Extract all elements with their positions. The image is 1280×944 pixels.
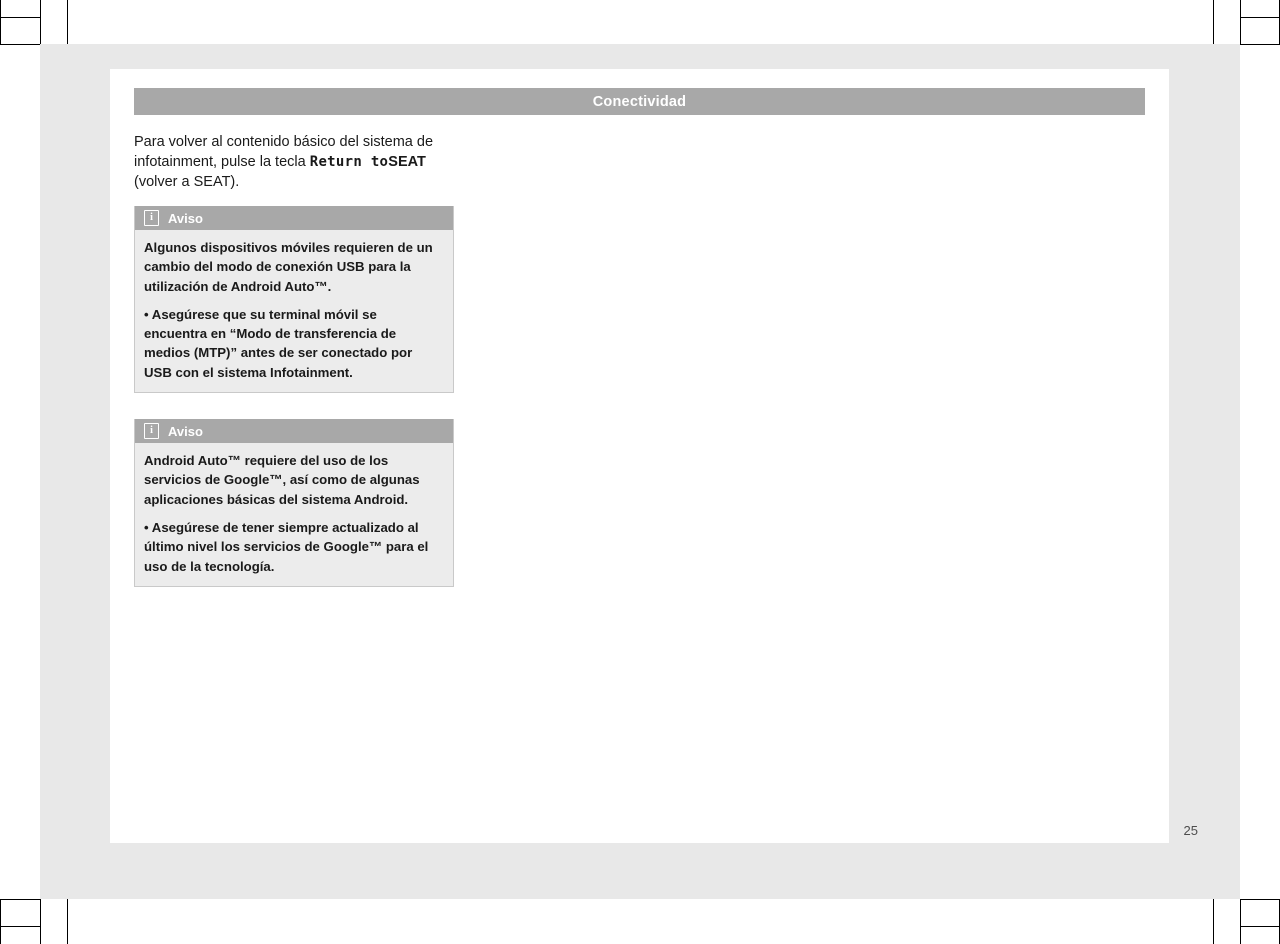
- chapter-header: [134, 88, 1145, 115]
- notice-header-1: [135, 206, 453, 230]
- info-icon: i: [144, 210, 159, 226]
- key-return-to: Return to: [309, 154, 389, 170]
- notice-body-2: [135, 443, 453, 586]
- notice-1-paragraph-1: Algunos dispositivos móviles requieren de un cambio del modo de conexión USB para la utilización de Android Auto™.: [144, 240, 433, 294]
- info-icon: i: [144, 423, 159, 439]
- notice-body-1: [135, 230, 453, 392]
- notice-2-paragraph-2: • Asegúrese de tener siempre actualizado al último nivel los servicios de Google™ para el uso de la tecnología.: [144, 519, 429, 574]
- intro-text-part2: (volver a SEAT).: [134, 174, 240, 190]
- key-seat: SEAT: [388, 154, 426, 170]
- content-column: [134, 132, 456, 613]
- notice-title-1: Aviso: [168, 210, 203, 226]
- notice-title-2: Aviso: [168, 423, 203, 439]
- notice-header-2: [135, 419, 453, 443]
- chapter-title: Conectividad: [592, 93, 687, 110]
- page-number: 25: [1183, 823, 1198, 838]
- notice-1-paragraph-2: • Asegúrese que su terminal móvil se encuentra en “Modo de transferencia de medios (MTP)” antes de ser conectado por USB con el sistema Infotainment.: [144, 306, 413, 380]
- intro-text-part1: Para volver al contenido básico del sistema de infotainment, pulse la tecla: [134, 134, 434, 170]
- notice-2-paragraph-1: Android Auto™ requiere del uso de los servicios de Google™, así como de algunas aplicaciones básicas del sistema Android.: [144, 453, 420, 507]
- notice-box-2: [134, 419, 454, 587]
- intro-paragraph: [134, 132, 456, 192]
- notice-box-1: [134, 206, 454, 393]
